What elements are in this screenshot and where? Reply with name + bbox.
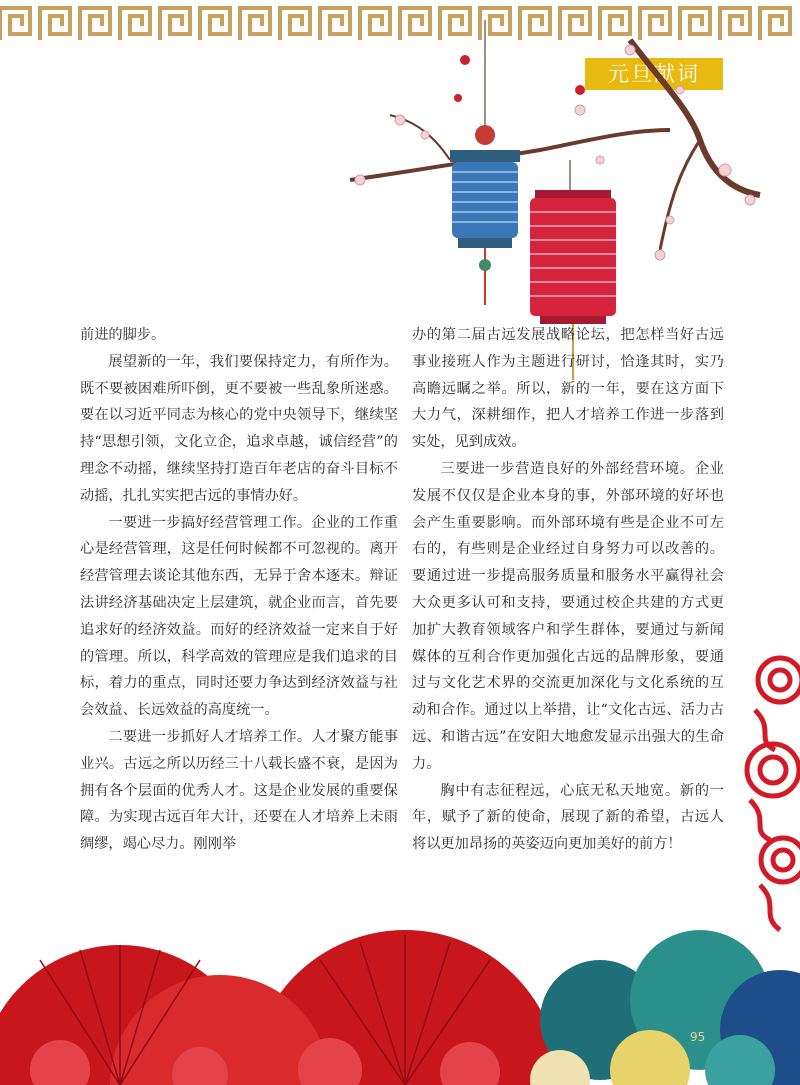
paragraph: 二要进一步抓好人才培养工作。人才聚方能事业兴。古远之所以历经三十八载长盛不衰，是因为拥有各个层面的优秀人才。这是企业发展的重要保障。为实现古远百年大计，还要在人才培养上未雨绸缪，竭心尽力。刚刚举 <box>80 728 398 853</box>
paragraph: 办的第二届古远发展战略论坛，把怎样当好古远事业接班人作为主题进行研讨，恰逢其时，实乃高瞻远瞩之举。所以，新的一年，要在这方面下大力气，深耕细作，把人才培养工作进一步落到实处，见到成效。 <box>412 327 724 451</box>
section-tag: 元旦献词 <box>585 58 723 90</box>
paragraph: 三要进一步营造良好的外部经营环境。企业发展不仅仅是企业本身的事，外部环境的好坏也会产生重要影响。而外部环境有些是企业不可左右的，有些则是企业经过自身努力可以改善的。要通过进一步提高服务质量和服务水平赢得社会大众更多认可和支持，要通过校企共建的方式更加扩大教育领域客户和学生群体，要通过与新闻媒体的互利合作更加强化古远的品牌形象，要通过与文化艺术界的交流更加深化与文化系统的互动和合作。通过以上举措，让“文化古远、活力古远、和谐古远”在安阳大地愈发显示出强大的生命力。 <box>412 460 724 772</box>
paragraph: 前进的脚步。 <box>80 327 166 343</box>
paper-cut-flower-icon <box>735 640 800 940</box>
blue-lantern-icon <box>450 20 520 305</box>
paragraph: 一要进一步搞好经营管理工作。企业的工作重心是经营管理，这是任何时候都不可忽视的。离开经营管理去谈论其他东西，无异于舍本逐末。辩证法讲经济基础决定上层建筑，就企业而言，首先要追求好的经济效益。而好的经济效益一定来自于好的管理。所以，科学高效的管理应是我们追求的目标，着力的重点，同时还要力争达到经济效益与社会效益、长远效益的高度统一。 <box>80 514 398 719</box>
paragraph: 展望新的一年，我们要保持定力，有所作为。既不要被困难所吓倒，更不要被一些乱象所迷惑。要在以习近平同志为核心的党中央领导下，继续坚持“思想引领，文化立企，追求卓越，诚信经营”的理念不动摇，继续坚持打造百年老店的奋斗目标不动摇，扎扎实实把古远的事情办好。 <box>80 353 398 504</box>
bottom-decoration <box>0 920 800 1085</box>
article-column-left <box>80 322 398 858</box>
paragraph: 胸中有志征程远，心底无私天地宽。新的一年，赋予了新的使命，展现了新的希望，古远人将以更加昂扬的英姿迈向更加美好的前方！ <box>412 782 724 853</box>
article-column-right <box>412 322 724 858</box>
page-number: 95 <box>690 1030 706 1044</box>
